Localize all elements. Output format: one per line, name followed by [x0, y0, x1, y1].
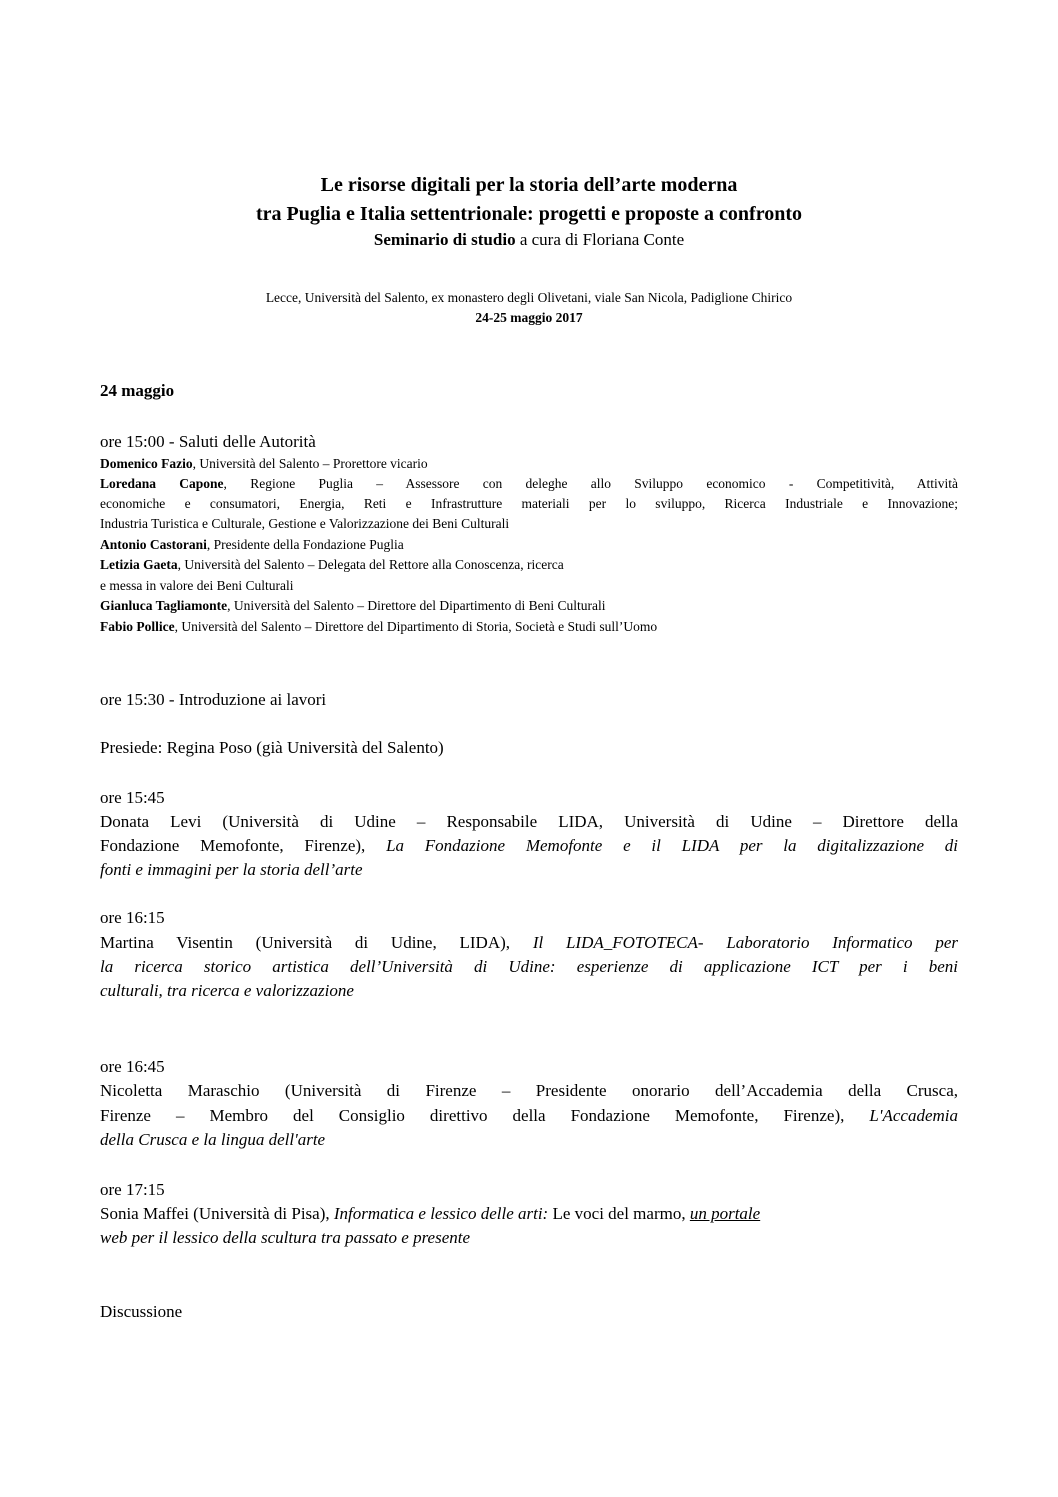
title-line-1: Le risorse digitali per la storia dell’arte moderna	[320, 174, 738, 196]
speaker-gaeta-line-2: e messa in valore dei Beni Culturali	[100, 578, 294, 593]
speaker-capone-line-3: Industria Turistica e Culturale, Gestione e Valorizzazione dei Beni Culturali	[100, 516, 510, 531]
speaker-fazio: Domenico Fazio, Università del Salento – Prorettore vicario	[100, 456, 428, 471]
day-heading: 24 maggio	[100, 381, 175, 400]
subtitle-bold: Seminario di studio	[373, 230, 516, 249]
talk-3-line-2: Firenze – Membro del Consiglio direttivo della Fondazione Memofonte, Firenze), L'Accademia	[100, 1106, 958, 1125]
subtitle	[0, 229, 1058, 251]
speaker-capone: Loredana Capone, Regione Puglia – Assessore con deleghe allo Sviluppo economico - Competitività, Attività	[100, 476, 958, 491]
talk-2-line-3: culturali, tra ricerca e valorizzazione	[100, 981, 354, 1000]
subtitle-rest: a cura di Floriana Conte	[515, 230, 685, 249]
speaker-castorani: Antonio Castorani, Presidente della Fondazione Puglia	[100, 537, 404, 552]
talk-3-line-3: della Crusca e la lingua dell'arte	[100, 1130, 326, 1149]
talk-2-line-1: Martina Visentin (Università di Udine, LIDA), Il LIDA_FOTOTECA- Laboratorio Informatico per	[100, 933, 958, 952]
speaker-capone-line-2: economiche e consumatori, Energia, Reti e Infrastrutture materiali per lo sviluppo, Ricerca Industriale e Innovazione;	[100, 496, 958, 511]
talk-1-line-3: fonti e immagini per la storia dell’arte	[100, 860, 363, 879]
intro-session: ore 15:30 - Introduzione ai lavori	[100, 690, 327, 709]
talk-1-line-2: Fondazione Memofonte, Firenze), La Fondazione Memofonte e il LIDA per la digitalizzazione di	[100, 836, 959, 855]
talk-4-time: ore 17:15	[100, 1180, 165, 1199]
discussion: Discussione	[100, 1302, 183, 1321]
speaker-tagliamonte: Gianluca Tagliamonte, Università del Salento – Direttore del Dipartimento di Beni Culturali	[100, 598, 606, 613]
speaker-pollice: Fabio Pollice, Università del Salento – Direttore del Dipartimento di Storia, Società e Studi sull’Uomo	[100, 619, 658, 634]
title-line-2: tra Puglia e Italia settentrionale: progetti e proposte a confronto	[255, 203, 803, 225]
talk-4-line-1: Sonia Maffei (Università di Pisa), Informatica e lessico delle arti: Le voci del marmo, un portale	[100, 1204, 761, 1223]
location: Lecce, Università del Salento, ex monastero degli Olivetani, viale San Nicola, Padiglione Chirico	[265, 290, 793, 305]
event-dates: 24-25 maggio 2017	[475, 310, 583, 325]
talk-4-line-2: web per il lessico della scultura tra passato e presente	[100, 1228, 471, 1247]
talk-3-line-1: Nicoletta Maraschio (Università di Firenze – Presidente onorario dell’Accademia della Crusca,	[100, 1081, 958, 1100]
talk-2-line-2: la ricerca storico artistica dell’Università di Udine: esperienze di applicazione ICT per i beni	[100, 957, 958, 976]
talk-1-line-1: Donata Levi (Università di Udine – Responsabile LIDA, Università di Udine – Direttore della	[100, 812, 958, 831]
talk-3-time: ore 16:45	[100, 1057, 165, 1076]
speaker-gaeta: Letizia Gaeta, Università del Salento – Delegata del Rettore alla Conoscenza, ricerca	[100, 557, 564, 572]
talk-1-time: ore 15:45	[100, 788, 165, 807]
talk-2-time: ore 16:15	[100, 908, 165, 927]
greetings-time: ore 15:00 - Saluti delle Autorità	[100, 432, 316, 451]
session-chair: Presiede: Regina Poso (già Università del Salento)	[100, 738, 444, 757]
